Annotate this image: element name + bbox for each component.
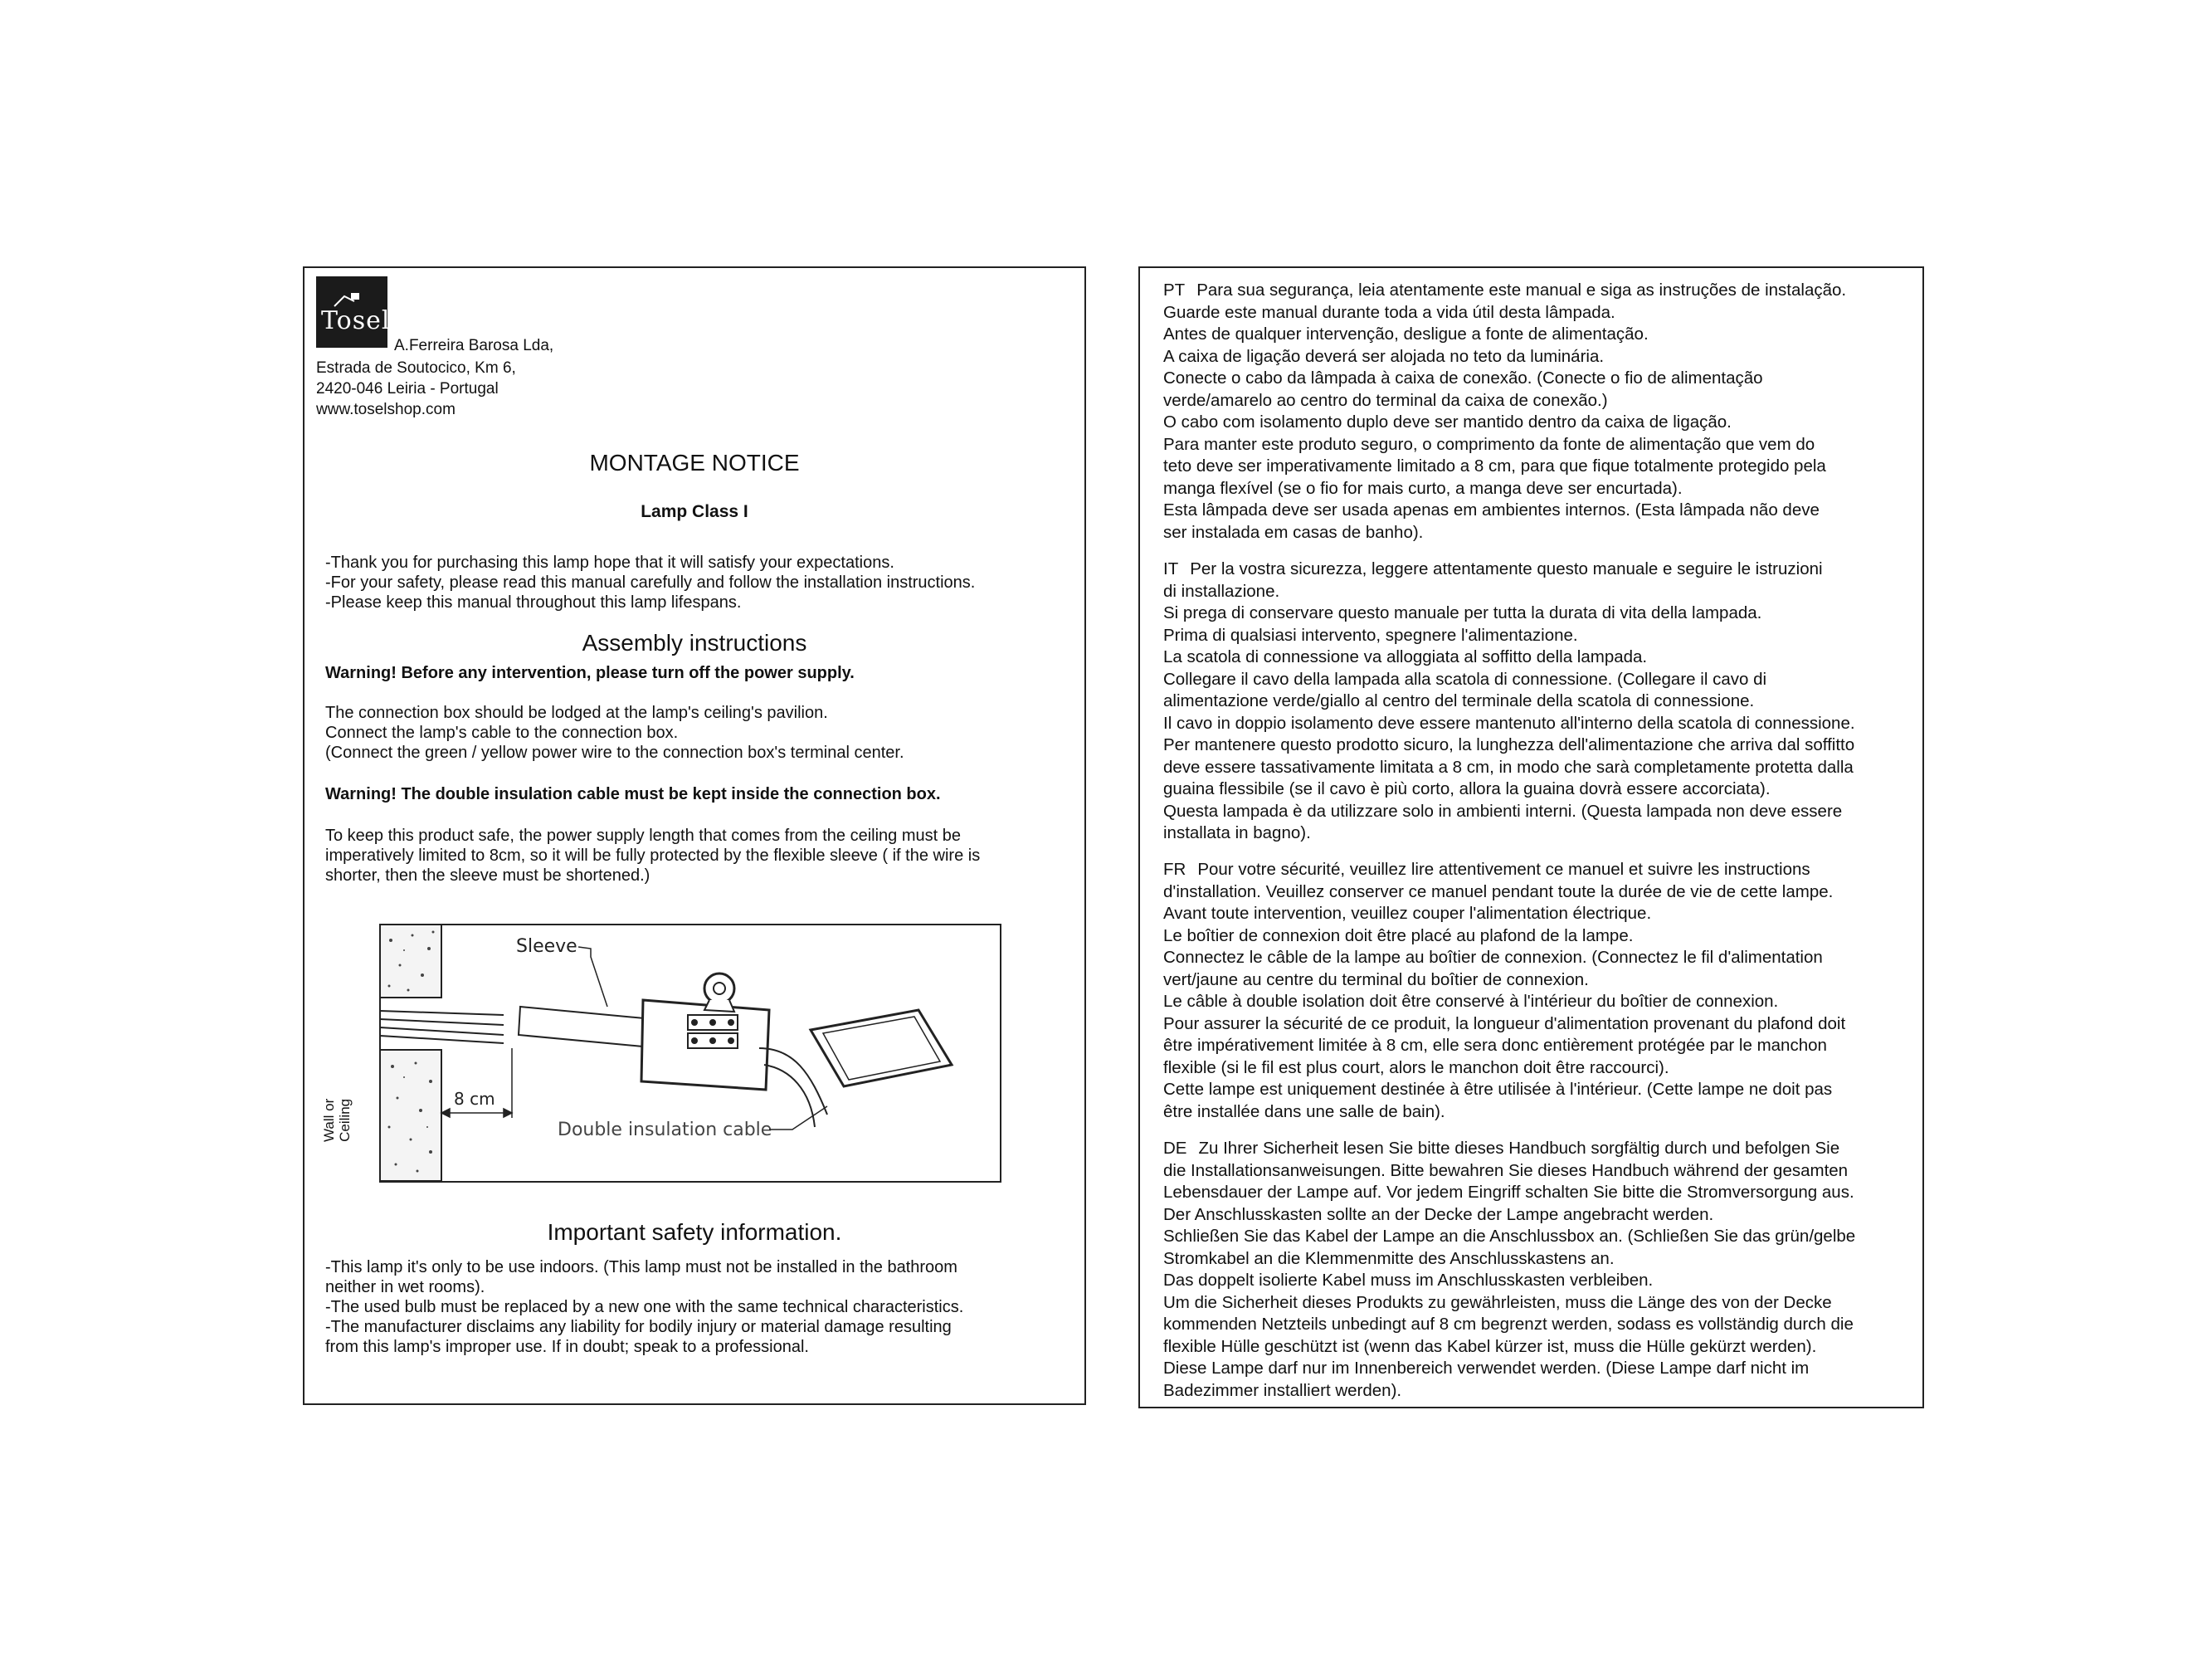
safety-text	[325, 1257, 1064, 1357]
sleeve-pointer	[578, 947, 607, 1007]
logo-brand: Tosel	[321, 306, 391, 335]
section-line: Para manter este produto seguro, o comprimento da fonte de alimentação que vem do	[1163, 434, 1815, 454]
flexible-sleeve	[519, 1007, 645, 1047]
section-line: deve essere tassativamente limitata a 8 cm, in modo che sarà completamente protetta dalla	[1163, 757, 1854, 777]
section-line: Il cavo in doppio isolamento deve essere mantenuto all'interno della scatola di connessione.	[1163, 713, 1855, 733]
section-line: La scatola di connessione va alloggiata al soffitto della lampada.	[1163, 647, 1648, 666]
distance-label: 8 cm	[454, 1089, 495, 1109]
safety-line: neither in wet rooms).	[325, 1278, 485, 1296]
wall-illustration	[380, 925, 441, 1181]
warning-text: Warning! The double insulation cable must be kept inside the connection box.	[325, 785, 941, 803]
page-subtitle: Lamp Class I	[641, 502, 748, 521]
intro-line: -Thank you for purchasing this lamp hope that it will satisfy your expectations.	[325, 554, 894, 572]
section-line: ser instalada em casas de banho).	[1163, 522, 1424, 542]
address-line: 2420-046 Leiria - Portugal	[316, 380, 499, 398]
length-line: imperatively limited to 8cm, so it will be fully protected by the flexible sleeve ( if the wire is	[325, 847, 981, 865]
address-line: Estrada de Soutocico, Km 6,	[316, 359, 516, 377]
connection-box	[641, 973, 769, 1090]
safety-heading: Important safety information.	[547, 1219, 842, 1245]
section-line: Um die Sicherheit dieses Produkts zu gewährleisten, muss die Länge des von der Decke	[1163, 1292, 1832, 1312]
safety-line: -This lamp it's only to be use indoors. (This lamp must not be installed in the bathroom	[325, 1258, 957, 1276]
section-line: Diese Lampe darf nur im Innenbereich verwendet werden. (Diese Lampe darf nicht im	[1163, 1359, 1810, 1378]
safety-line: from this lamp's improper use. If in doubt; speak to a professional.	[325, 1338, 809, 1356]
section-pt	[1163, 280, 1910, 544]
installation-diagram	[379, 924, 1001, 1183]
length-line: To keep this product safe, the power supply length that comes from the ceiling must be	[325, 827, 961, 845]
cable-label: Double insulation cable	[558, 1120, 772, 1140]
connection-line: The connection box should be lodged at the lamp's ceiling's pavilion.	[325, 704, 828, 722]
language-code: IT	[1163, 559, 1179, 578]
section-line: Esta lâmpada deve ser usada apenas em ambientes internos. (Esta lâmpada não deve	[1163, 500, 1820, 520]
section-line: Le câble à double isolation doit être conservé à l'intérieur du boîtier de connexion.	[1163, 992, 1779, 1011]
section-line: Si prega di conservare questo manuale per tutta la durata di vita della lampada.	[1163, 603, 1762, 622]
section-line: Der Anschlusskasten sollte an der Decke der Lampe angebracht werden.	[1163, 1204, 1714, 1224]
page-title: MONTAGE NOTICE	[589, 450, 800, 476]
wall-label-line: Wall or	[321, 1098, 337, 1142]
section-line: verde/amarelo ao centro do terminal da caixa de conexão.)	[1163, 390, 1608, 410]
section-line: vert/jaune au centre du terminal du boîtier de connexion.	[1163, 969, 1589, 989]
safety-line: -The manufacturer disclaims any liability for bodily injury or material damage resulting	[325, 1318, 952, 1336]
section-line: Collegare il cavo della lampada alla scatola di connessione. (Collegare il cavo di	[1163, 669, 1767, 689]
section-line: d'installation. Veuillez conserver ce manuel pendant toute la durée de vie de cette lampe.	[1163, 881, 1834, 901]
section-line: Per mantenere questo prodotto sicuro, la lunghezza dell'alimentazione che arriva dal soffitto	[1163, 735, 1855, 754]
left-page-english	[303, 266, 1086, 1405]
section-line: guaina flessibile (se il cavo è più corto, allora la guaina dovrà essere accorciata).	[1163, 779, 1771, 798]
section-line: Cette lampe est uniquement destinée à être utilisée à l'intérieur. (Cette lampe ne doit pas	[1163, 1080, 1833, 1099]
power-wires	[380, 1011, 504, 1043]
section-line: Schließen Sie das Kabel der Lampe an die Anschlussbox an. (Schließen Sie das grün/gelbe	[1163, 1227, 1856, 1246]
section-it	[1163, 559, 1910, 845]
language-code: PT	[1163, 281, 1186, 300]
section-line: être impérativement limitée à 8 cm, elle sera donc entièrement protégée par le manchon	[1163, 1036, 1827, 1055]
cable-pointer	[769, 1106, 827, 1130]
website-link[interactable]: www.toselshop.com	[316, 401, 456, 418]
length-line: shorter, then the sleeve must be shortened.)	[325, 866, 650, 885]
section-fr	[1163, 859, 1910, 1123]
warning-text: Warning! Before any intervention, please turn off the power supply.	[325, 664, 855, 682]
wall-label	[321, 1099, 353, 1142]
warning-insulation	[325, 784, 1064, 804]
section-line: Pour assurer la sécurité de ce produit, la longueur d'alimentation provenant du plafond doit	[1163, 1013, 1846, 1033]
section-line: Badezimmer installiert werden).	[1163, 1380, 1402, 1400]
tosel-logo	[316, 276, 391, 348]
section-line: flexible Hülle geschützt ist (wenn das Kabel kürzer ist, muss die Hülle gekürzt werden).	[1163, 1336, 1817, 1356]
section-line: Lebensdauer der Lampe auf. Vor jedem Eingriff schalten Sie bitte die Stromversorgung aus.	[1163, 1183, 1854, 1202]
connection-text	[325, 703, 1064, 763]
section-line: Connectez le câble de la lampe au boîtier de connexion. (Connectez le fil d'alimentation	[1163, 948, 1823, 967]
section-line: teto deve ser imperativamente limitado a 8 cm, para que fique totalmente protegido pela	[1163, 456, 1826, 476]
section-line: alimentazione verde/giallo al centro del terminale della scatola di connessione.	[1163, 691, 1755, 710]
intro-line: -For your safety, please read this manual carefully and follow the installation instructions.	[325, 573, 976, 592]
section-line: Stromkabel an die Klemmenmitte des Anschlusskastens an.	[1163, 1248, 1615, 1268]
wall-label-line: Ceiling	[337, 1098, 353, 1142]
right-page-translations	[1138, 266, 1924, 1408]
assembly-heading: Assembly instructions	[582, 630, 807, 656]
warning-power	[325, 663, 1064, 683]
section-line: être installée dans une salle de bain).	[1163, 1101, 1445, 1121]
section-line: Avant toute intervention, veuillez couper l'alimentation électrique.	[1163, 904, 1652, 923]
section-line: di installazione.	[1163, 581, 1280, 601]
section-line: installata in bagno).	[1163, 823, 1311, 842]
intro-text	[325, 553, 1064, 612]
section-line: kommenden Netzteils unbedingt auf 8 cm begrenzt werden, sodass es vollständig durch die	[1163, 1315, 1854, 1334]
language-code: DE	[1163, 1139, 1187, 1158]
section-line: Prima di qualsiasi intervento, spegnere l'alimentazione.	[1163, 625, 1578, 645]
section-line: Le boîtier de connexion doit être placé au plafond de la lampe.	[1163, 925, 1634, 945]
section-line: FR Pour votre sécurité, veuillez lire attentivement ce manuel et suivre les instructions	[1163, 859, 1910, 881]
sleeve-label: Sleeve	[516, 936, 577, 957]
section-line: Conecte o cabo da lâmpada à caixa de conexão. (Conecte o fio de alimentação	[1163, 368, 1763, 388]
section-line: DE Zu Ihrer Sicherheit lesen Sie bitte dieses Handbuch sorgfältig durch und befolgen Sie	[1163, 1138, 1910, 1160]
length-text	[325, 826, 1064, 886]
section-line: flexible (si le fil est plus court, alors le manchon doit être raccourci).	[1163, 1057, 1669, 1077]
section-line: A caixa de ligação deverá ser alojada no teto da luminária.	[1163, 346, 1605, 366]
connection-line: (Connect the green / yellow power wire to the connection box's terminal center.	[325, 744, 904, 762]
section-line: IT Per la vostra sicurezza, leggere attentamente questo manuale e seguire le istruzioni	[1163, 559, 1910, 581]
section-line: Antes de qualquer intervenção, desligue a fonte de alimentação.	[1163, 324, 1649, 344]
company-name: A.Ferreira Barosa Lda,	[394, 337, 554, 354]
section-line: O cabo com isolamento duplo deve ser mantido dentro da caixa de ligação.	[1163, 412, 1732, 432]
company-address	[316, 358, 516, 420]
section-line: PT Para sua segurança, leia atentamente este manual e siga as instruções de instalação.	[1163, 280, 1910, 302]
section-de	[1163, 1138, 1910, 1402]
section-line: die Installationsanweisungen. Bitte bewahren Sie dieses Handbuch während der gesamten	[1163, 1160, 1849, 1180]
connection-line: Connect the lamp's cable to the connection box.	[325, 724, 679, 742]
section-line: Questa lampada è da utilizzare solo in ambienti interni. (Questa lampada non deve essere	[1163, 801, 1843, 821]
section-line: manga flexível (se o fio for mais curto, a manga deve ser encurtada).	[1163, 478, 1683, 498]
language-code: FR	[1163, 860, 1186, 879]
intro-line: -Please keep this manual throughout this lamp lifespans.	[325, 593, 742, 612]
section-line: Guarde este manual durante toda a vida útil desta lâmpada.	[1163, 302, 1615, 322]
connection-box-lid	[759, 1010, 952, 1127]
section-line: Das doppelt isolierte Kabel muss im Anschlusskasten verbleiben.	[1163, 1271, 1654, 1290]
safety-line: -The used bulb must be replaced by a new one with the same technical characteristics.	[325, 1298, 964, 1316]
